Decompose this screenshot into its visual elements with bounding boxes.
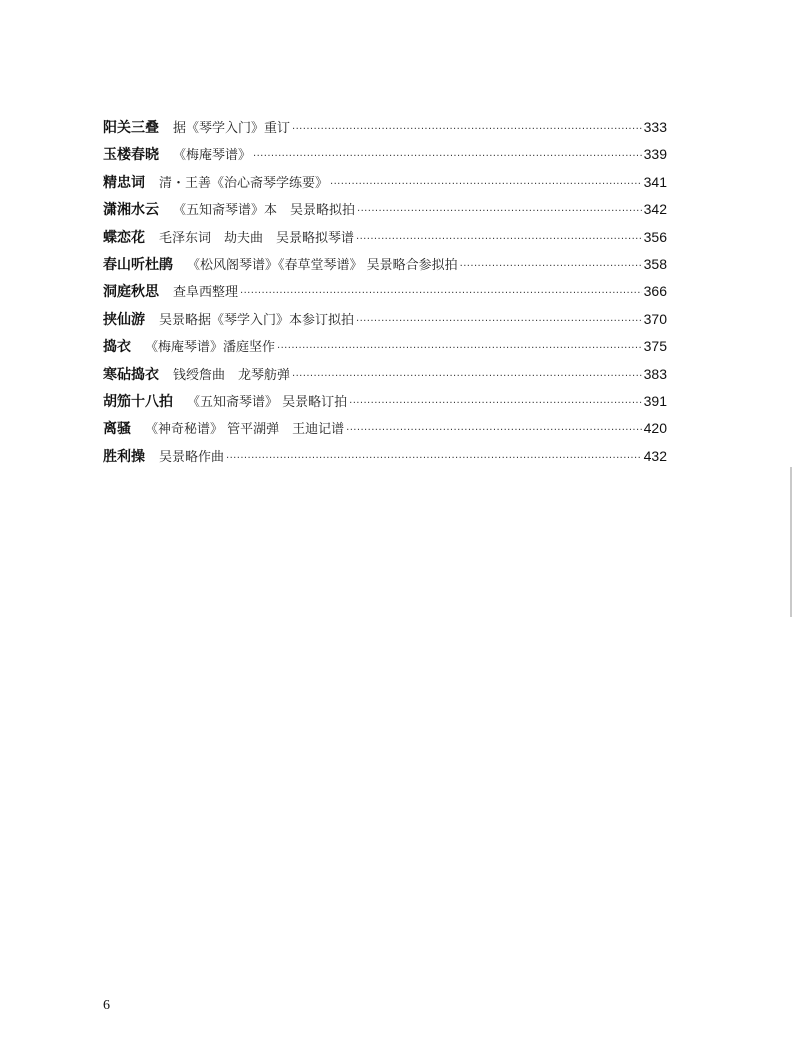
entry-source: 钱绶詹曲 龙琴舫弹 xyxy=(173,367,291,383)
entry-title: 春山听杜鹃 xyxy=(103,256,173,273)
page-number: 6 xyxy=(103,998,110,1013)
entry-page-number: 383 xyxy=(643,365,667,382)
entry-title: 潇湘水云 xyxy=(103,202,159,219)
entry-source: 吴景略作曲 xyxy=(159,449,225,465)
dot-leader xyxy=(460,261,642,272)
entry-title: 捣衣 xyxy=(103,339,131,356)
entry-title: 玉楼春晓 xyxy=(103,147,159,164)
entry-title: 挟仙游 xyxy=(103,311,145,328)
entry-source: 吴景略据《琴学入门》本参订拟拍 xyxy=(159,312,355,328)
entry-source: 据《琴学入门》重订 xyxy=(173,121,291,136)
toc-entry[interactable] xyxy=(103,227,667,254)
entry-page-number: 391 xyxy=(643,392,667,409)
entry-source: 《梅庵琴谱》潘庭坚作 xyxy=(145,340,276,356)
toc-entry[interactable] xyxy=(103,144,667,171)
toc-entry[interactable] xyxy=(103,309,667,336)
dot-leader xyxy=(277,343,642,354)
toc-entry[interactable] xyxy=(103,336,667,363)
dot-leader xyxy=(226,453,642,464)
toc-entry[interactable] xyxy=(103,364,667,391)
entry-title: 胜利操 xyxy=(103,448,145,465)
entry-page-number: 370 xyxy=(643,310,667,327)
entry-page-number: 432 xyxy=(643,447,667,464)
dot-leader xyxy=(356,234,642,245)
entry-source: 查阜西整理 xyxy=(173,285,239,301)
dot-leader xyxy=(292,124,642,135)
entry-title: 精忠词 xyxy=(103,174,145,191)
entry-source: 《五知斋琴谱》本 吴景略拟拍 xyxy=(173,203,356,219)
entry-title: 离骚 xyxy=(103,421,131,438)
entry-source: 《五知斋琴谱》 吴景略订拍 xyxy=(187,394,348,410)
dot-leader xyxy=(356,316,642,327)
toc-entry[interactable] xyxy=(103,281,667,308)
entry-source: 毛泽东词 劫夫曲 吴景略拟琴谱 xyxy=(159,230,355,246)
entry-page-number: 333 xyxy=(643,119,667,135)
toc-entry[interactable] xyxy=(103,117,667,144)
table-of-contents xyxy=(103,117,667,473)
entry-page-number: 420 xyxy=(643,420,667,437)
entry-title: 寒砧捣衣 xyxy=(103,366,159,383)
toc-entry[interactable] xyxy=(103,418,667,445)
entry-page-number: 356 xyxy=(643,228,667,245)
entry-title: 蝶恋花 xyxy=(103,229,145,246)
entry-page-number: 366 xyxy=(643,283,667,300)
toc-entry[interactable] xyxy=(103,199,667,226)
toc-entry[interactable] xyxy=(103,172,667,199)
toc-entry[interactable] xyxy=(103,391,667,418)
entry-page-number: 341 xyxy=(643,173,667,190)
dot-leader xyxy=(357,206,642,217)
entry-page-number: 375 xyxy=(643,338,667,355)
dot-leader xyxy=(253,151,642,162)
dot-leader xyxy=(240,288,642,299)
entry-title: 洞庭秋思 xyxy=(103,284,159,301)
entry-page-number: 358 xyxy=(643,255,667,272)
entry-page-number: 339 xyxy=(643,146,667,163)
dot-leader xyxy=(292,371,642,382)
dot-leader xyxy=(346,425,642,436)
entry-source: 《松风阁琴谱》《春草堂琴谱》 吴景略合参拟拍 xyxy=(187,257,458,273)
dot-leader xyxy=(349,398,642,409)
entry-page-number: 342 xyxy=(643,201,667,218)
dot-leader xyxy=(330,179,642,190)
entry-source: 清・王善《治心斋琴学练要》 xyxy=(159,175,329,191)
entry-source: 《神奇秘谱》 管平湖弹 王迪记谱 xyxy=(145,422,345,438)
toc-entry[interactable] xyxy=(103,446,667,473)
entry-title: 阳关三叠 xyxy=(103,120,159,136)
toc-entry[interactable] xyxy=(103,254,667,281)
entry-title: 胡笳十八拍 xyxy=(103,393,173,410)
entry-source: 《梅庵琴谱》 xyxy=(173,148,252,164)
